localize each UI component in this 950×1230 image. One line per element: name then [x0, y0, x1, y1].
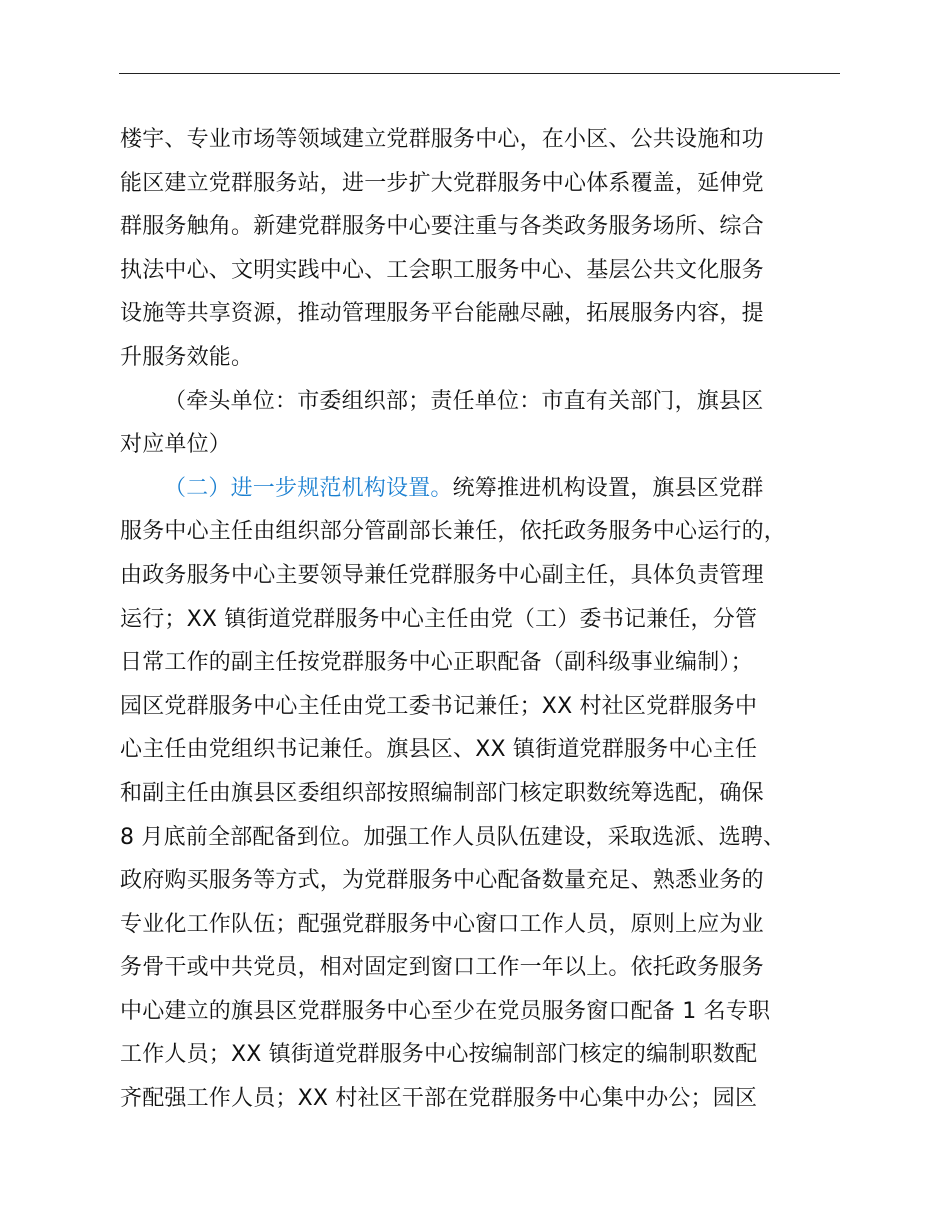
paragraph-line: 设施等共享资源，推动管理服务平台能融尽融，拓展服务内容，提: [120, 301, 764, 327]
paragraph-line: 楼宇、专业市场等领域建立党群服务中心，在小区、公共设施和功: [120, 127, 764, 152]
section-2-line: 由政务服务中心主要领导兼任党群服务中心副主任，具体负责管理: [120, 562, 764, 588]
section-2-line: 服务中心主任由组织部分管副部长兼任，依托政务服务中心运行的，: [120, 519, 787, 545]
section-2-line: 8 月底前全部配备到位。加强工作人员队伍建设，采取选派、选聘、: [120, 824, 786, 850]
section-2-line: 和副主任由旗县区委组织部按照编制部门核定职数统筹选配，确保: [120, 780, 764, 806]
paragraph-line: 升服务效能。: [120, 344, 254, 370]
header-rule: [119, 73, 840, 74]
section-2-first-line: [120, 467, 860, 511]
paragraph-line: 执法中心、文明实践中心、工会职工服务中心、基层公共文化服务: [120, 257, 764, 283]
section-2-line: 中心建立的旗县区党群服务中心至少在党员服务窗口配备 1 名专职: [120, 998, 771, 1024]
section-2-first-line-text: 统筹推进机构设置，旗县区党群: [452, 475, 764, 501]
body-text: [120, 118, 860, 1121]
paragraph-line: 能区建立党群服务站，进一步扩大党群服务中心体系覆盖，延伸党: [120, 170, 764, 196]
section-2-line: 心主任由党组织书记兼任。旗县区、XX 镇街道党群服务中心主任: [120, 737, 758, 763]
paragraph-line: 群服务触角。新建党群服务中心要注重与各类政务服务场所、综合: [120, 214, 764, 240]
responsibility-note-line: 对应单位）: [120, 432, 232, 458]
section-2-line: 运行；XX 镇街道党群服务中心主任由党（工）委书记兼任，分管: [120, 606, 758, 632]
section-2-line: 日常工作的副主任按党群服务中心正职配备（副科级事业编制）；: [120, 650, 753, 676]
section-2-line: 务骨干或中共党员，相对固定到窗口工作一年以上。依托政务服务: [120, 955, 764, 981]
section-2-heading: （二）进一步规范机构设置。: [164, 475, 453, 501]
section-2-line: 工作人员；XX 镇街道党群服务中心按编制部门核定的编制职数配: [120, 1042, 758, 1068]
section-2-line: 政府购买服务等方式，为党群服务中心配备数量充足、熟悉业务的: [120, 868, 764, 894]
responsibility-note-line: （牵头单位：市委组织部；责任单位：市直有关部门，旗县区: [164, 388, 764, 414]
section-2-line: 园区党群服务中心主任由党工委书记兼任；XX 村社区党群服务中: [120, 693, 758, 719]
section-2-line: 齐配强工作人员；XX 村社区干部在党群服务中心集中办公；园区: [120, 1086, 758, 1112]
section-2-line: 专业化工作队伍；配强党群服务中心窗口工作人员，原则上应为业: [120, 911, 764, 937]
